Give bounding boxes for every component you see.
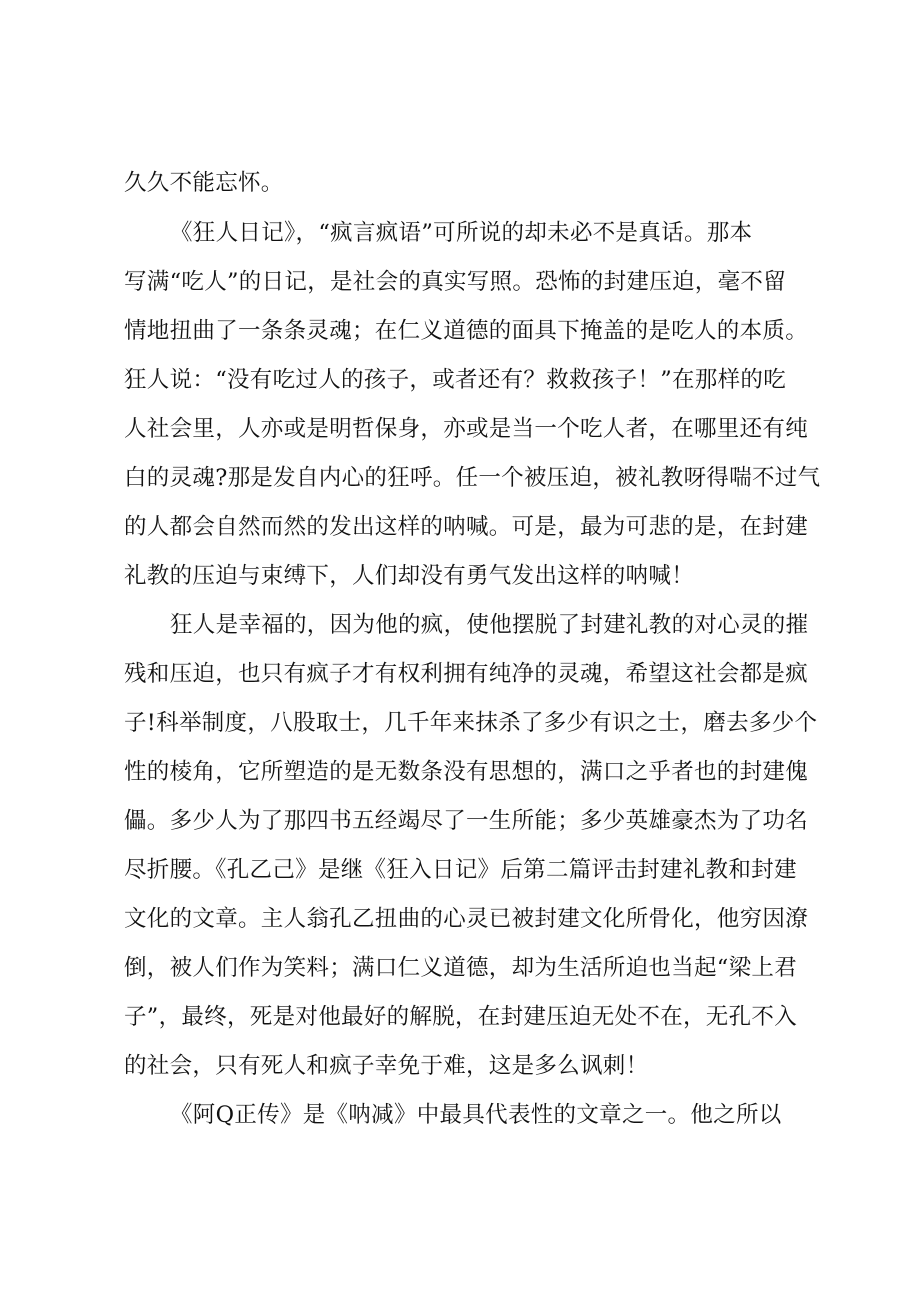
paragraph-start-line: 狂人是幸福的，因为他的疯，使他摆脱了封建礼教的对心灵的摧: [170, 612, 809, 638]
text-line: 儡。多少人为了那四书五经竭尽了一生所能；多少英雄豪杰为了功名: [124, 808, 809, 834]
text-line: 白的灵魂?那是发自内心的狂呼。任一个被压迫，被礼教呀得喘不过气: [124, 465, 821, 491]
text-line: 性的棱角，它所塑造的是无数条没有思想的，满口之乎者也的封建傀: [124, 759, 809, 785]
text-line: 子”，最终，死是对他最好的解脱，在封建压迫无处不在，无孔不入: [124, 1004, 798, 1030]
text-line: 礼教的压迫与束缚下，人们却没有勇气发出这样的呐喊！: [124, 563, 695, 589]
text-line: 情地扭曲了一条条灵魂；在仁义道德的面具下掩盖的是吃人的本质。: [124, 318, 809, 344]
text-line: 文化的文章。主人翁孔乙扭曲的心灵已被封建文化所骨化，他穷因潦: [124, 906, 809, 932]
text-line: 子!科举制度，八股取士，几千年来抹杀了多少有识之士，磨去多少个: [124, 710, 818, 736]
text-line: 倒，被人们作为笑料；满口仁义道德，却为生活所迫也当起“梁上君: [124, 955, 798, 981]
text-line: 的社会，只有死人和疯子幸免于难，这是多么讽刺！: [124, 1053, 649, 1079]
text-line: 狂人说：“没有吃过人的孩子，或者还有？救救孩子！”在那样的吃: [124, 367, 787, 393]
paragraph-start-line: 《狂人日记》，“疯言疯语”可所说的却未必不是真话。那本: [170, 220, 753, 246]
text-line: 久久不能忘怀。: [124, 170, 284, 196]
text-line: 残和压迫，也只有疯子才有权利拥有纯净的灵魂，希望这社会都是疯: [124, 661, 809, 687]
paragraph-start-line: 《阿Q正传》是《呐减》中最具代表性的文章之一。他之所以: [170, 1102, 782, 1128]
text-line: 的人都会自然而然的发出这样的呐喊。可是，最为可悲的是，在封建: [124, 514, 809, 540]
text-line: 人社会里，人亦或是明哲保身，亦或是当一个吃人者，在哪里还有纯: [124, 416, 809, 442]
text-line: 尽折腰。《孔乙己》是继《狂入日记》后第二篇评击封建礼教和封建: [124, 857, 797, 883]
text-line: 写满“吃人”的日记，是社会的真实写照。恐怖的封建压迫，毫不留: [124, 269, 787, 295]
